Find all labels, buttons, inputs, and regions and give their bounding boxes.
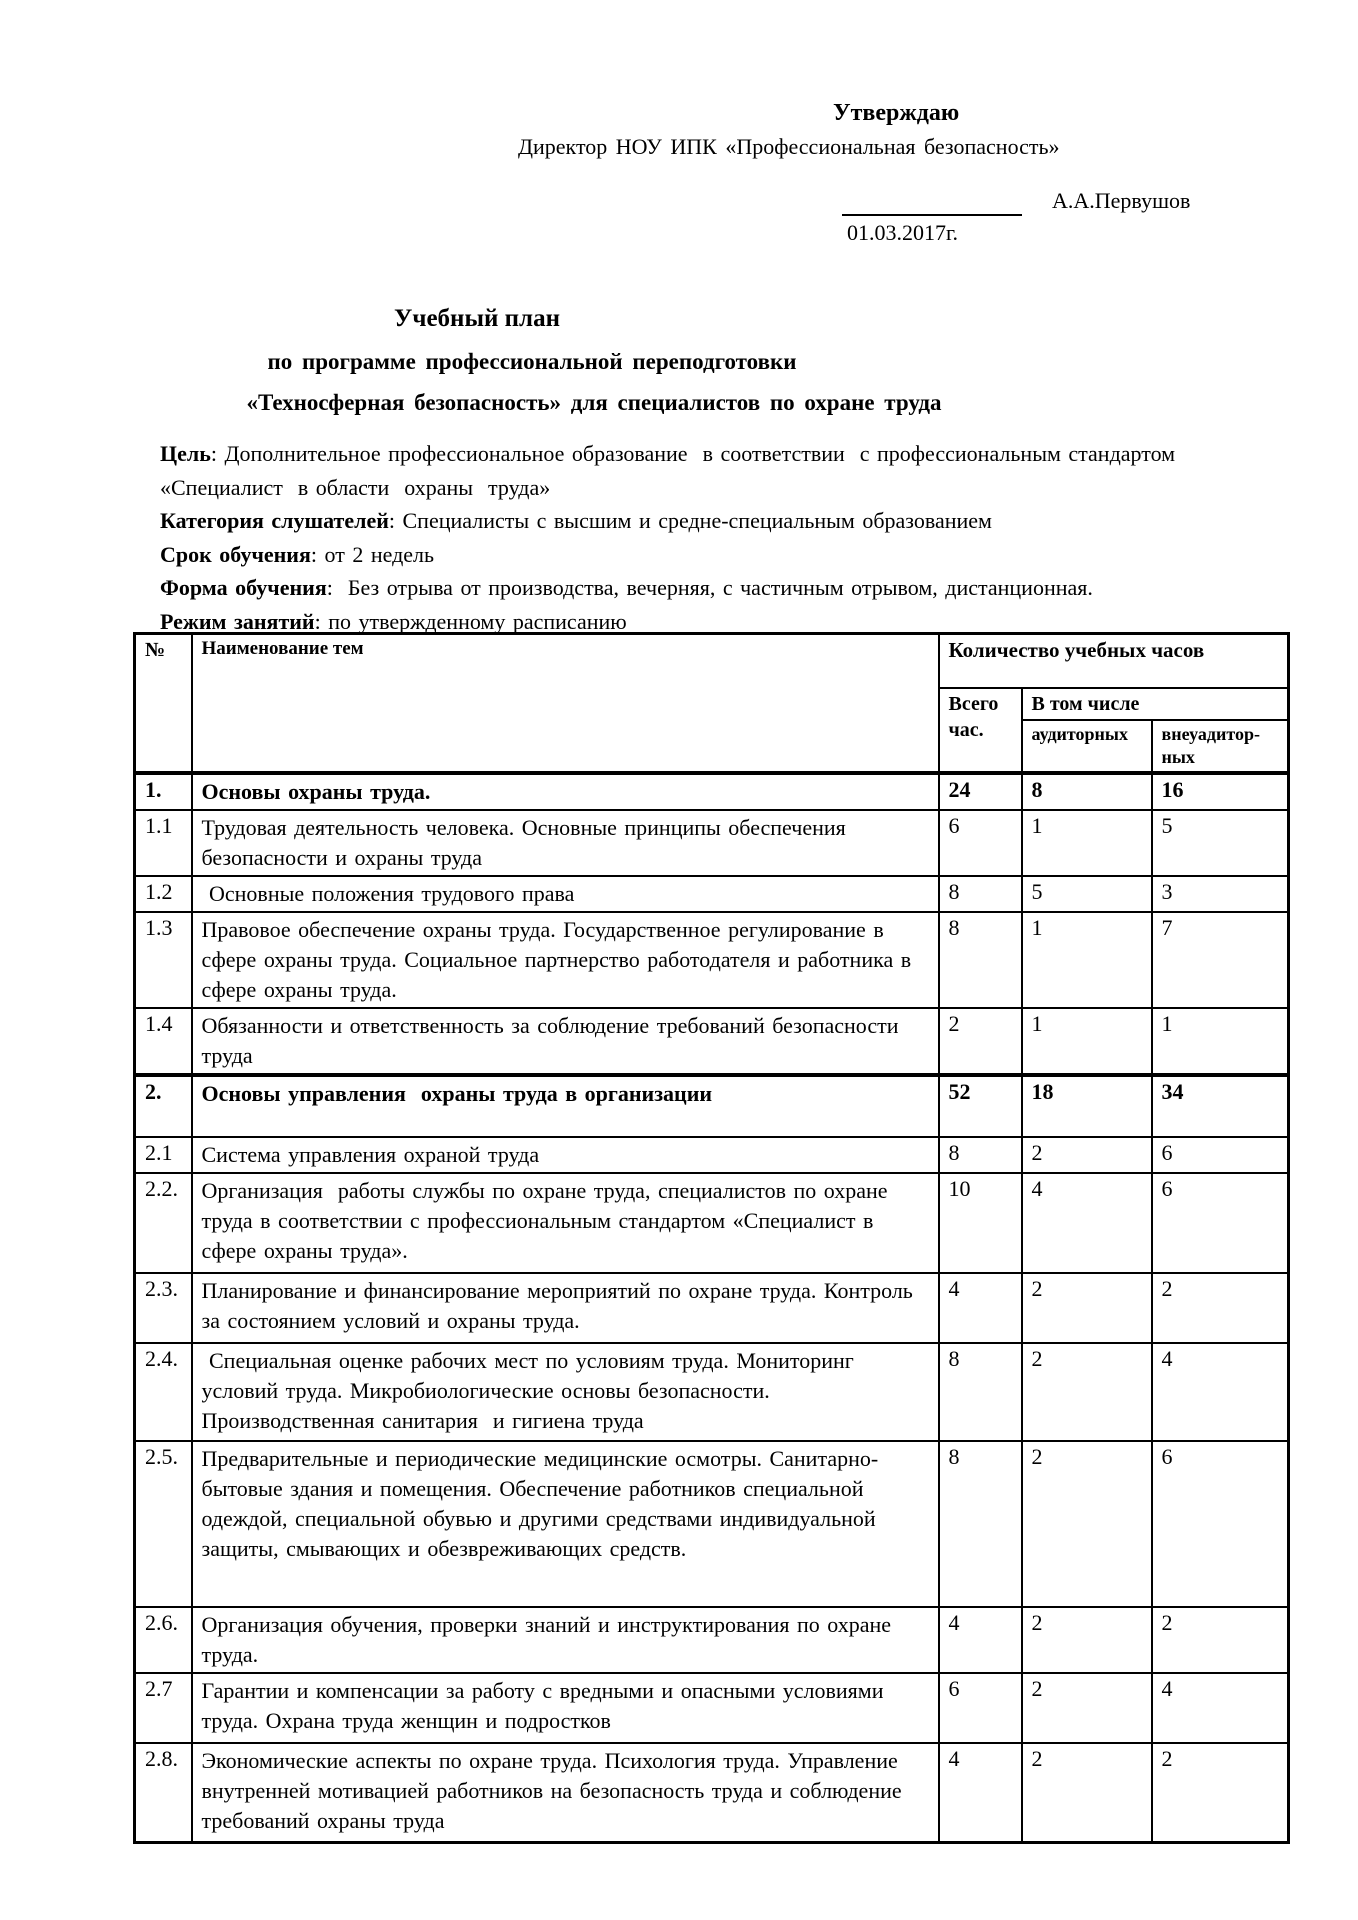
- row-num: 1.3: [135, 912, 192, 1008]
- header-including: В том числе: [1022, 688, 1289, 720]
- table-row: [135, 1673, 1289, 1743]
- row-topic: Предварительные и периодические медицинские осмотры. Санитарно-бытовые здания и помещения. Обеспечение работников специальной одеждой, специальной обувью и другими средствами индивидуальной защиты, смывающих и обезвреживающих средств.: [192, 1441, 939, 1607]
- table-row: [135, 1743, 1289, 1842]
- table-header-row-1: [135, 634, 1289, 688]
- approval-date: 01.03.2017г.: [847, 220, 959, 245]
- form-paragraph: [160, 571, 1265, 605]
- row-aud: 1: [1022, 810, 1152, 876]
- row-vne: 5: [1152, 810, 1289, 876]
- row-aud: 2: [1022, 1441, 1152, 1607]
- row-total: 8: [939, 1441, 1022, 1607]
- row-vne: 4: [1152, 1673, 1289, 1743]
- row-topic: Экономические аспекты по охране труда. Психология труда. Управление внутренней мотивацией работников на безопасность труда и соблюдение требований охраны труда: [192, 1743, 939, 1842]
- row-total: 10: [939, 1173, 1022, 1273]
- header-auditory: аудиторных: [1022, 720, 1152, 774]
- row-aud: 2: [1022, 1343, 1152, 1441]
- row-num: 2.8.: [135, 1743, 192, 1842]
- row-aud: 2: [1022, 1607, 1152, 1673]
- row-aud: 2: [1022, 1673, 1152, 1743]
- header-total: Всего час.: [939, 688, 1022, 774]
- mode-label: Режим занятий: [160, 608, 315, 634]
- row-topic: Правовое обеспечение охраны труда. Государственное регулирование в сфере охраны труда. Социальное партнерство работодателя и работника в сфере охраны труда.: [192, 912, 939, 1008]
- row-vne: 16: [1152, 773, 1289, 810]
- details-block: [160, 437, 1265, 638]
- row-num: 1.2: [135, 876, 192, 912]
- row-total: 4: [939, 1607, 1022, 1673]
- row-topic: Система управления охраной труда: [192, 1137, 939, 1173]
- row-num: 2.7: [135, 1673, 192, 1743]
- row-aud: 1: [1022, 1008, 1152, 1075]
- signer-name: А.А.Первушов: [1052, 188, 1191, 213]
- row-total: 4: [939, 1743, 1022, 1842]
- row-topic: Основные положения трудового права: [192, 876, 939, 912]
- row-num: 1.: [135, 773, 192, 810]
- row-total: 8: [939, 1137, 1022, 1173]
- row-aud: 2: [1022, 1137, 1152, 1173]
- row-total: 6: [939, 1673, 1022, 1743]
- header-topic: Наименование тем: [192, 634, 939, 774]
- duration-paragraph: [160, 538, 1265, 572]
- row-vne: 1: [1152, 1008, 1289, 1075]
- duration-text: : от 2 недель: [310, 541, 435, 567]
- row-topic: Планирование и финансирование мероприятий по охране труда. Контроль за состоянием условий и охраны труда.: [192, 1273, 939, 1343]
- row-vne: 2: [1152, 1743, 1289, 1842]
- row-topic: Обязанности и ответственность за соблюдение требований безопасности труда: [192, 1008, 939, 1075]
- row-topic: Основы управления охраны труда в организации: [192, 1075, 939, 1137]
- doc-subtitle-1: по программе профессиональной переподготовки: [267, 349, 797, 374]
- row-vne: 6: [1152, 1137, 1289, 1173]
- category-label: Категория слушателей: [160, 508, 389, 533]
- category-paragraph: [160, 504, 1265, 538]
- row-topic: Организация обучения, проверки знаний и инструктирования по охране труда.: [192, 1607, 939, 1673]
- row-num: 2.: [135, 1075, 192, 1137]
- goal-text: : Дополнительное профессиональное образование в соответствии с профессиональным стандартом «Специалист в области охраны труда»: [160, 441, 1191, 500]
- row-topic: Организация работы службы по охране труда, специалистов по охране труда в соответствии с профессиональным стандартом «Специалист в сфере охраны труда».: [192, 1173, 939, 1273]
- header-num: №: [135, 634, 192, 774]
- row-topic: Основы охраны труда.: [192, 773, 939, 810]
- row-total: 8: [939, 912, 1022, 1008]
- row-aud: 8: [1022, 773, 1152, 810]
- row-num: 2.1: [135, 1137, 192, 1173]
- row-total: 4: [939, 1273, 1022, 1343]
- row-num: 2.4.: [135, 1343, 192, 1441]
- header-extramural: внеуадитор-ных: [1152, 720, 1289, 774]
- row-num: 2.3.: [135, 1273, 192, 1343]
- row-aud: 4: [1022, 1173, 1152, 1273]
- row-num: 2.6.: [135, 1607, 192, 1673]
- table-row: [135, 1441, 1289, 1607]
- table-row: [135, 1075, 1289, 1137]
- row-vne: 3: [1152, 876, 1289, 912]
- table-row: [135, 912, 1289, 1008]
- row-vne: 34: [1152, 1075, 1289, 1137]
- goal-paragraph: [160, 437, 1265, 504]
- table-row: [135, 876, 1289, 912]
- row-num: 1.1: [135, 810, 192, 876]
- duration-label: Срок обучения: [160, 541, 311, 567]
- table-row: [135, 810, 1289, 876]
- curriculum-table: [133, 632, 1290, 1844]
- row-total: 8: [939, 1343, 1022, 1441]
- row-num: 2.2.: [135, 1173, 192, 1273]
- table-row: [135, 1607, 1289, 1673]
- table-row: [135, 1173, 1289, 1273]
- row-topic: Специальная оценке рабочих мест по условиям труда. Мониторинг условий труда. Микробиологические основы безопасности. Производственная санитария и гигиена труда: [192, 1343, 939, 1441]
- row-total: 8: [939, 876, 1022, 912]
- director-line: Директор НОУ ИПК «Профессиональная безопасность»: [518, 134, 1060, 159]
- row-num: 1.4: [135, 1008, 192, 1075]
- row-vne: 6: [1152, 1173, 1289, 1273]
- signature-line: [842, 214, 1022, 216]
- approve-label: Утверждаю: [833, 100, 960, 126]
- mode-text: : по утвержденному расписанию: [314, 608, 627, 634]
- table-row: [135, 773, 1289, 810]
- row-vne: 2: [1152, 1273, 1289, 1343]
- row-aud: 2: [1022, 1743, 1152, 1842]
- row-vne: 7: [1152, 912, 1289, 1008]
- form-text: : Без отрыва от производства, вечерняя, с частичным отрывом, дистанционная.: [326, 575, 1093, 600]
- row-total: 2: [939, 1008, 1022, 1075]
- category-text: : Специалисты с высшим и средне-специальным образованием: [388, 508, 992, 533]
- row-aud: 5: [1022, 876, 1152, 912]
- row-aud: 18: [1022, 1075, 1152, 1137]
- row-total: 24: [939, 773, 1022, 810]
- form-label: Форма обучения: [160, 575, 327, 600]
- row-vne: 2: [1152, 1607, 1289, 1673]
- row-num: 2.5.: [135, 1441, 192, 1607]
- header-hours: Количество учебных часов: [939, 634, 1289, 688]
- doc-title: Учебный план: [394, 305, 560, 332]
- row-topic: Трудовая деятельность человека. Основные принципы обеспечения безопасности и охраны труда: [192, 810, 939, 876]
- row-vne: 6: [1152, 1441, 1289, 1607]
- row-topic: Гарантии и компенсации за работу с вредными и опасными условиями труда. Охрана труда женщин и подростков: [192, 1673, 939, 1743]
- goal-label: Цель: [160, 441, 211, 466]
- table-row: [135, 1343, 1289, 1441]
- row-aud: 2: [1022, 1273, 1152, 1343]
- row-vne: 4: [1152, 1343, 1289, 1441]
- row-total: 6: [939, 810, 1022, 876]
- row-total: 52: [939, 1075, 1022, 1137]
- table-row: [135, 1273, 1289, 1343]
- doc-subtitle-2: «Техносферная безопасность» для специалистов по охране труда: [246, 390, 942, 415]
- row-aud: 1: [1022, 912, 1152, 1008]
- table-row: [135, 1137, 1289, 1173]
- table-row: [135, 1008, 1289, 1075]
